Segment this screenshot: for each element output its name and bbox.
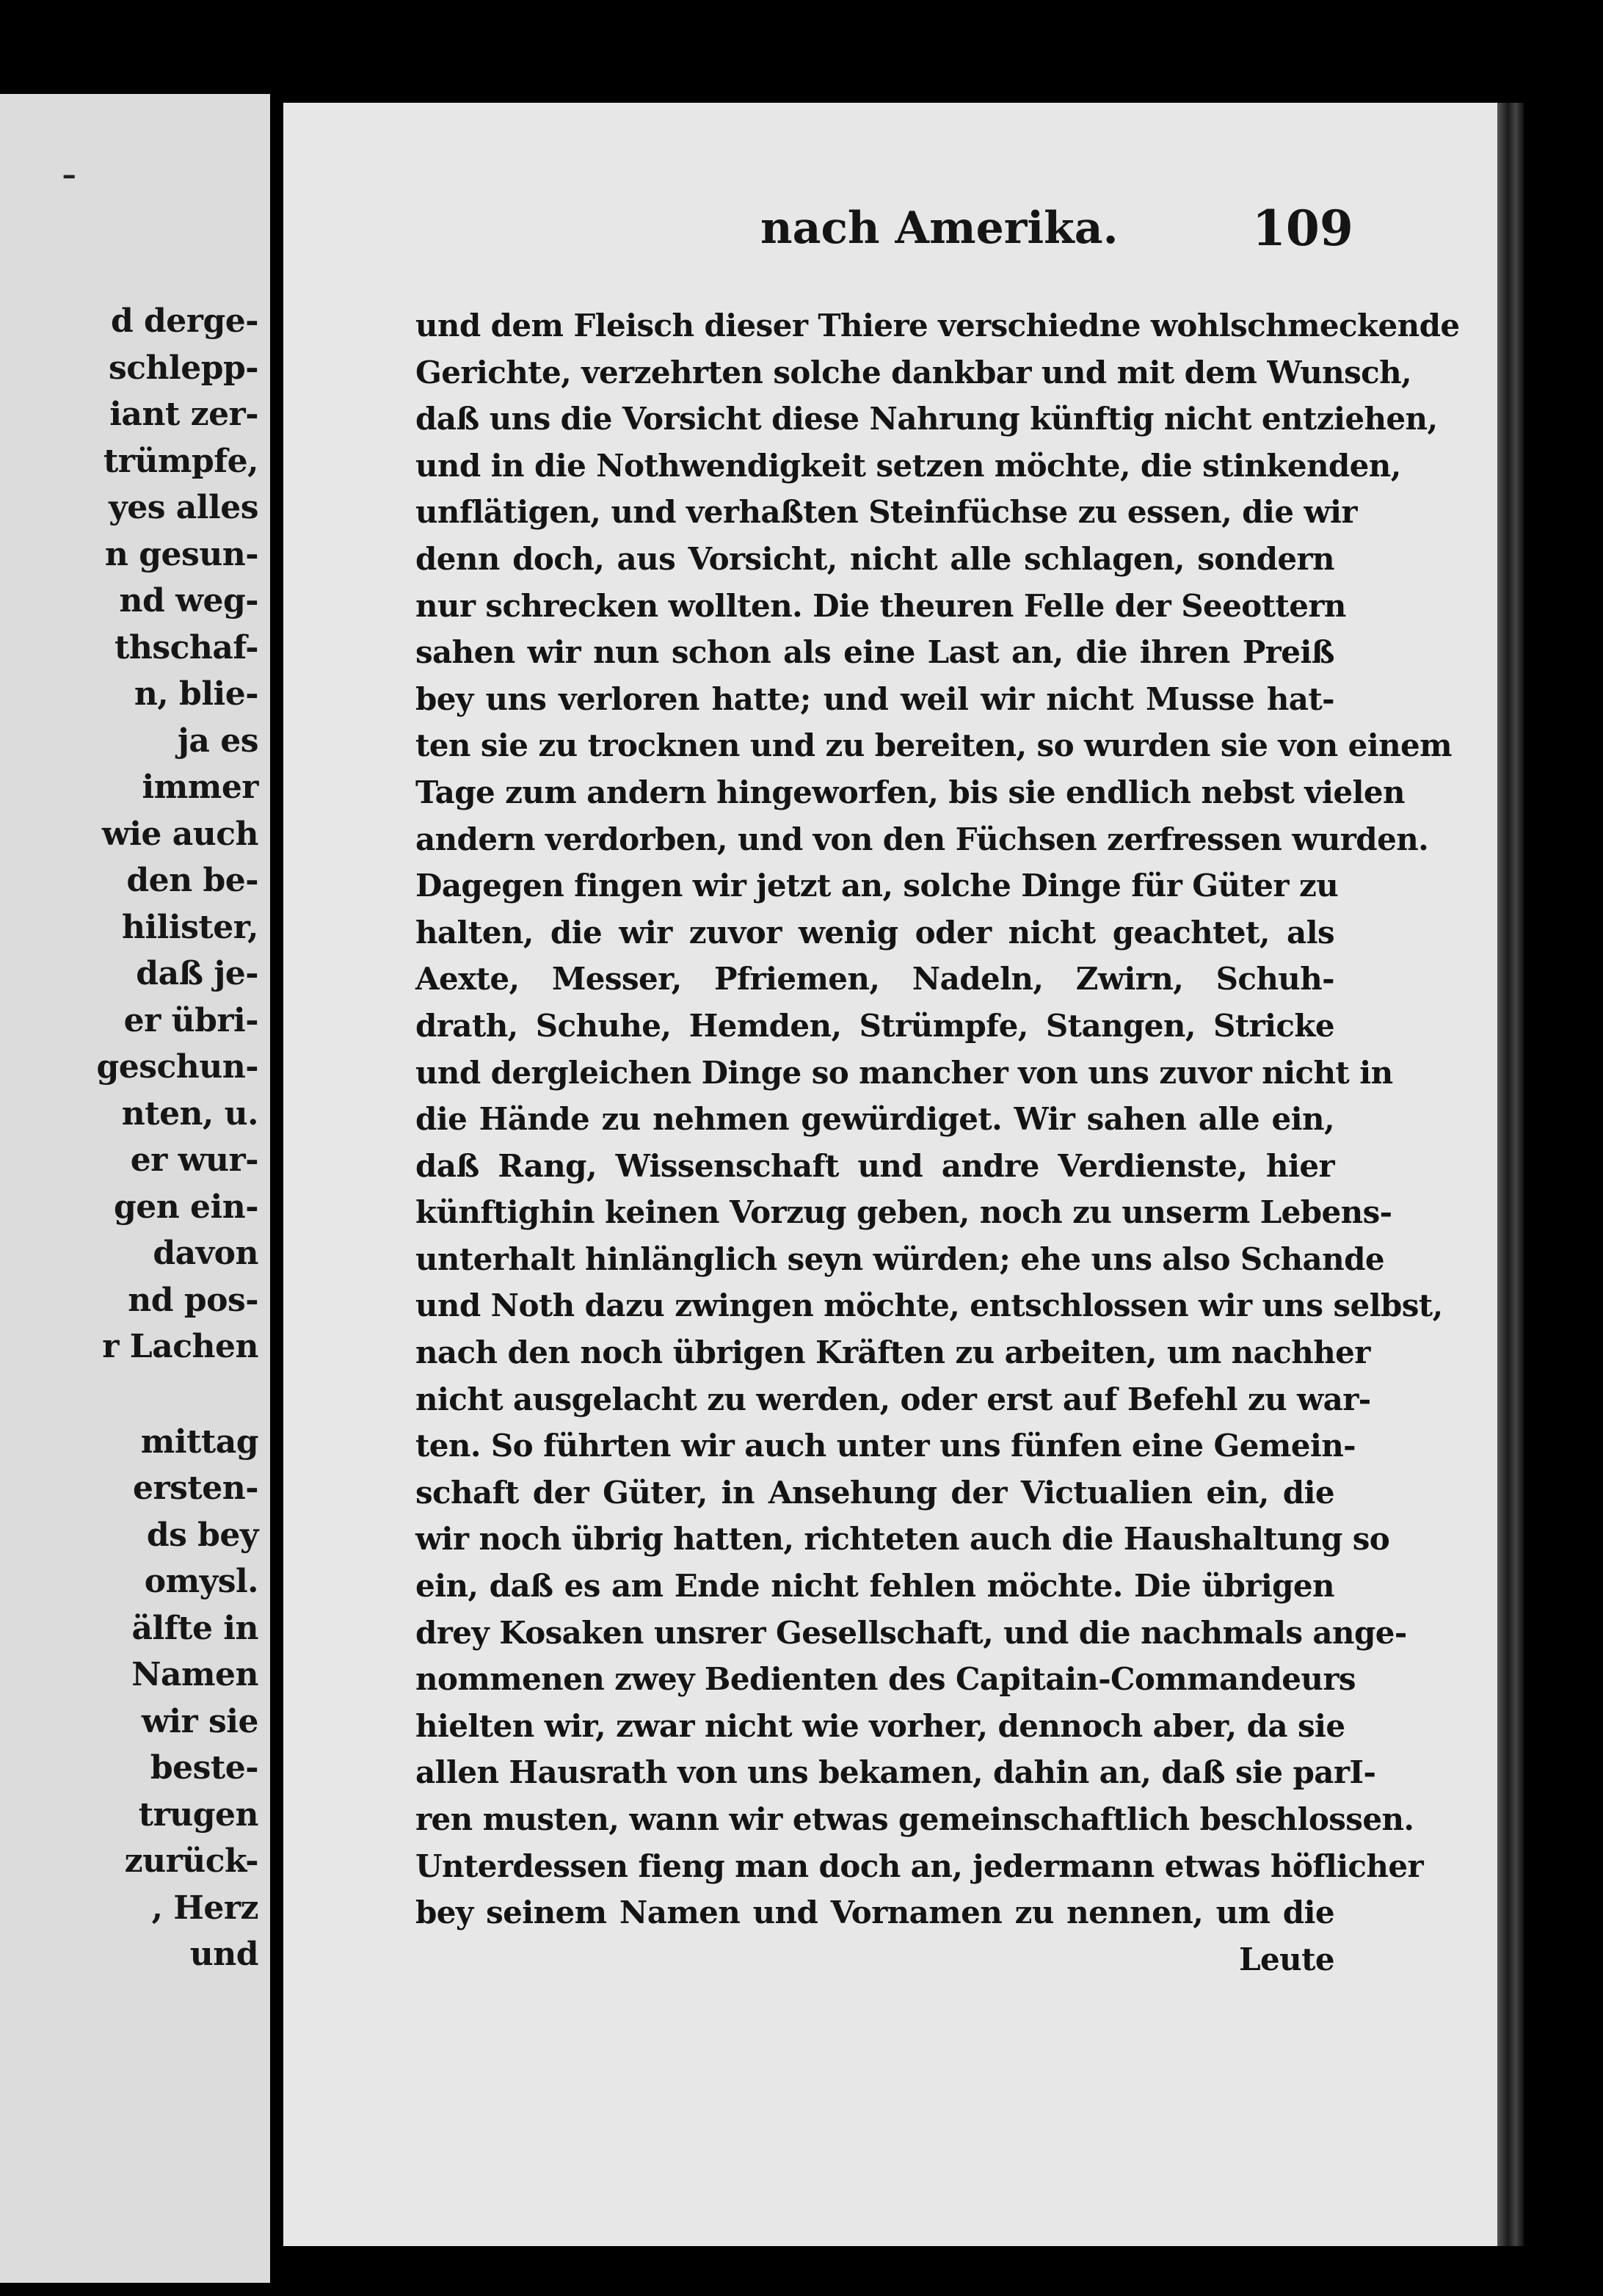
text-line: und in die Nothwendigkeit setzen möchte, die stinkenden,	[415, 447, 1401, 484]
left-page-line: gen ein-	[113, 1188, 258, 1226]
text-line: andern verdorben, und von den Füchsen zerfressen wurden.	[415, 821, 1429, 857]
left-page-line: hilister,	[121, 908, 258, 946]
text-line: Aexte, Messer, Pfriemen, Nadeln, Zwirn, Schuh-	[415, 961, 1334, 998]
text-line: daß Rang, Wissenschaft und andre Verdienste, hier	[415, 1147, 1334, 1184]
left-page-line: ersten-	[132, 1469, 258, 1507]
left-page-line: nd pos-	[128, 1281, 258, 1319]
text-line: die Hände zu nehmen gewürdiget. Wir sahen alle ein,	[415, 1101, 1334, 1138]
text-line: Tage zum andern hingeworfen, bis sie endlich nebst vielen	[415, 774, 1405, 810]
running-head: nach Amerika.	[760, 203, 1119, 254]
text-line: künftighin keinen Vorzug geben, noch zu unserm Lebens-	[415, 1194, 1392, 1231]
left-page-line: und	[189, 1936, 258, 1973]
left-page-line	[0, 1370, 258, 1419]
left-page	[0, 94, 270, 2283]
left-page-line: mittag	[140, 1423, 258, 1461]
left-page-line: thschaf-	[114, 628, 258, 666]
book-spine	[1497, 103, 1524, 2246]
left-page-line: immer	[142, 769, 258, 806]
left-page-line: daß je-	[136, 955, 258, 992]
text-line: Dagegen fingen wir jetzt an, solche Dinge für Güter zu	[415, 868, 1339, 904]
text-line: ren musten, wann wir etwas gemeinschaftlich beschlossen.	[415, 1801, 1414, 1837]
left-page-line: trümpfe,	[103, 442, 258, 480]
text-line: nach den noch übrigen Kräften zu arbeiten, um nachher	[415, 1334, 1370, 1371]
left-page-line: Namen	[131, 1656, 258, 1693]
text-line: nommenen zwey Bedienten des Capitain-Commandeurs	[415, 1661, 1356, 1698]
left-page-line: davon	[153, 1235, 258, 1272]
left-page-line: ja es	[177, 722, 258, 760]
text-line: nur schrecken wollten. Die theuren Felle der Seeottern	[415, 587, 1346, 624]
text-line: sahen wir nun schon als eine Last an, die ihren Preiß	[415, 634, 1334, 671]
left-page-line: r Lachen	[102, 1328, 258, 1365]
text-line: unflätigen, und verhaßten Steinfüchse zu essen, die wir	[415, 494, 1357, 531]
left-page-text-fragments	[0, 298, 258, 1978]
catchword: Leute	[1239, 1941, 1334, 1977]
text-line: ten. So führten wir auch unter uns fünfen eine Gemein-	[415, 1428, 1356, 1464]
text-line: allen Hausrath von uns bekamen, dahin an, daß sie parI-	[415, 1754, 1376, 1791]
text-line: und Noth dazu zwingen möchte, entschlossen wir uns selbst,	[415, 1287, 1443, 1324]
left-page-line: geschun-	[96, 1048, 258, 1086]
text-line: ten sie zu trocknen und zu bereiten, so wurden sie von einem	[415, 727, 1452, 764]
left-page-line: wie auch	[101, 815, 258, 853]
left-page-line: , Herz	[151, 1889, 258, 1927]
left-page-line: schlepp-	[108, 349, 258, 387]
text-line: Unterdessen fieng man doch an, jedermann etwas höflicher	[415, 1848, 1423, 1884]
text-line: schaft der Güter, in Ansehung der Victualien ein, die	[415, 1474, 1334, 1511]
text-line: Gerichte, verzehrten solche dankbar und mit dem Wunsch,	[415, 354, 1412, 390]
left-page-line: nten, u.	[121, 1094, 258, 1133]
left-page-line: n gesun-	[104, 535, 258, 573]
text-line: wir noch übrig hatten, richteten auch die Haushaltung so	[415, 1521, 1390, 1558]
text-line: bey uns verloren hatte; und weil wir nicht Musse hat-	[415, 680, 1334, 717]
text-line: drey Kosaken unsrer Gesellschaft, und die nachmals ange-	[415, 1614, 1407, 1651]
text-line: ein, daß es am Ende nicht fehlen möchte. Die übrigen	[415, 1568, 1334, 1605]
left-page-line: nd weg-	[119, 582, 258, 620]
left-page-line: n, blie-	[134, 675, 258, 713]
left-page-line: yes alles	[109, 489, 258, 526]
left-page-line: älfte in	[131, 1609, 258, 1647]
left-page-line: den be-	[126, 862, 258, 899]
text-line: unterhalt hinlänglich seyn würden; ehe uns also Schande	[415, 1240, 1384, 1277]
left-page-line: wir sie	[141, 1702, 258, 1740]
text-line: und dergleichen Dinge so mancher von uns zuvor nicht in	[415, 1054, 1393, 1091]
body-text	[415, 302, 1460, 1983]
left-page-line: ds bey	[146, 1516, 258, 1554]
left-page-dash: -	[62, 148, 77, 200]
text-line: halten, die wir zuvor wenig oder nicht geachtet, als	[415, 914, 1334, 951]
page-number: 109	[1252, 200, 1353, 257]
left-page-line: beste-	[150, 1749, 258, 1787]
text-line: bey seinem Namen und Vornamen zu nennen, um die	[415, 1894, 1334, 1931]
left-page-line: iant zer-	[109, 396, 258, 433]
left-page-line: d derge-	[110, 302, 258, 340]
left-page-line: zurück-	[124, 1842, 258, 1880]
left-page-line: er wur-	[130, 1141, 258, 1179]
text-line: drath, Schuhe, Hemden, Strümpfe, Stangen, Stricke	[415, 1007, 1334, 1044]
text-line: denn doch, aus Vorsicht, nicht alle schlagen, sondern	[415, 540, 1334, 577]
left-page-line: trugen	[138, 1795, 258, 1834]
text-line: daß uns die Vorsicht diese Nahrung künftig nicht entziehen,	[415, 401, 1438, 437]
text-line: und dem Fleisch dieser Thiere verschiedne wohlschmeckende	[415, 308, 1460, 344]
left-page-line: omysl.	[144, 1563, 258, 1600]
text-line: nicht ausgelacht zu werden, oder erst auf Befehl zu war-	[415, 1381, 1371, 1417]
text-line: hielten wir, zwar nicht wie vorher, dennoch aber, da sie	[415, 1707, 1345, 1744]
left-page-line: er übri-	[123, 1001, 258, 1039]
